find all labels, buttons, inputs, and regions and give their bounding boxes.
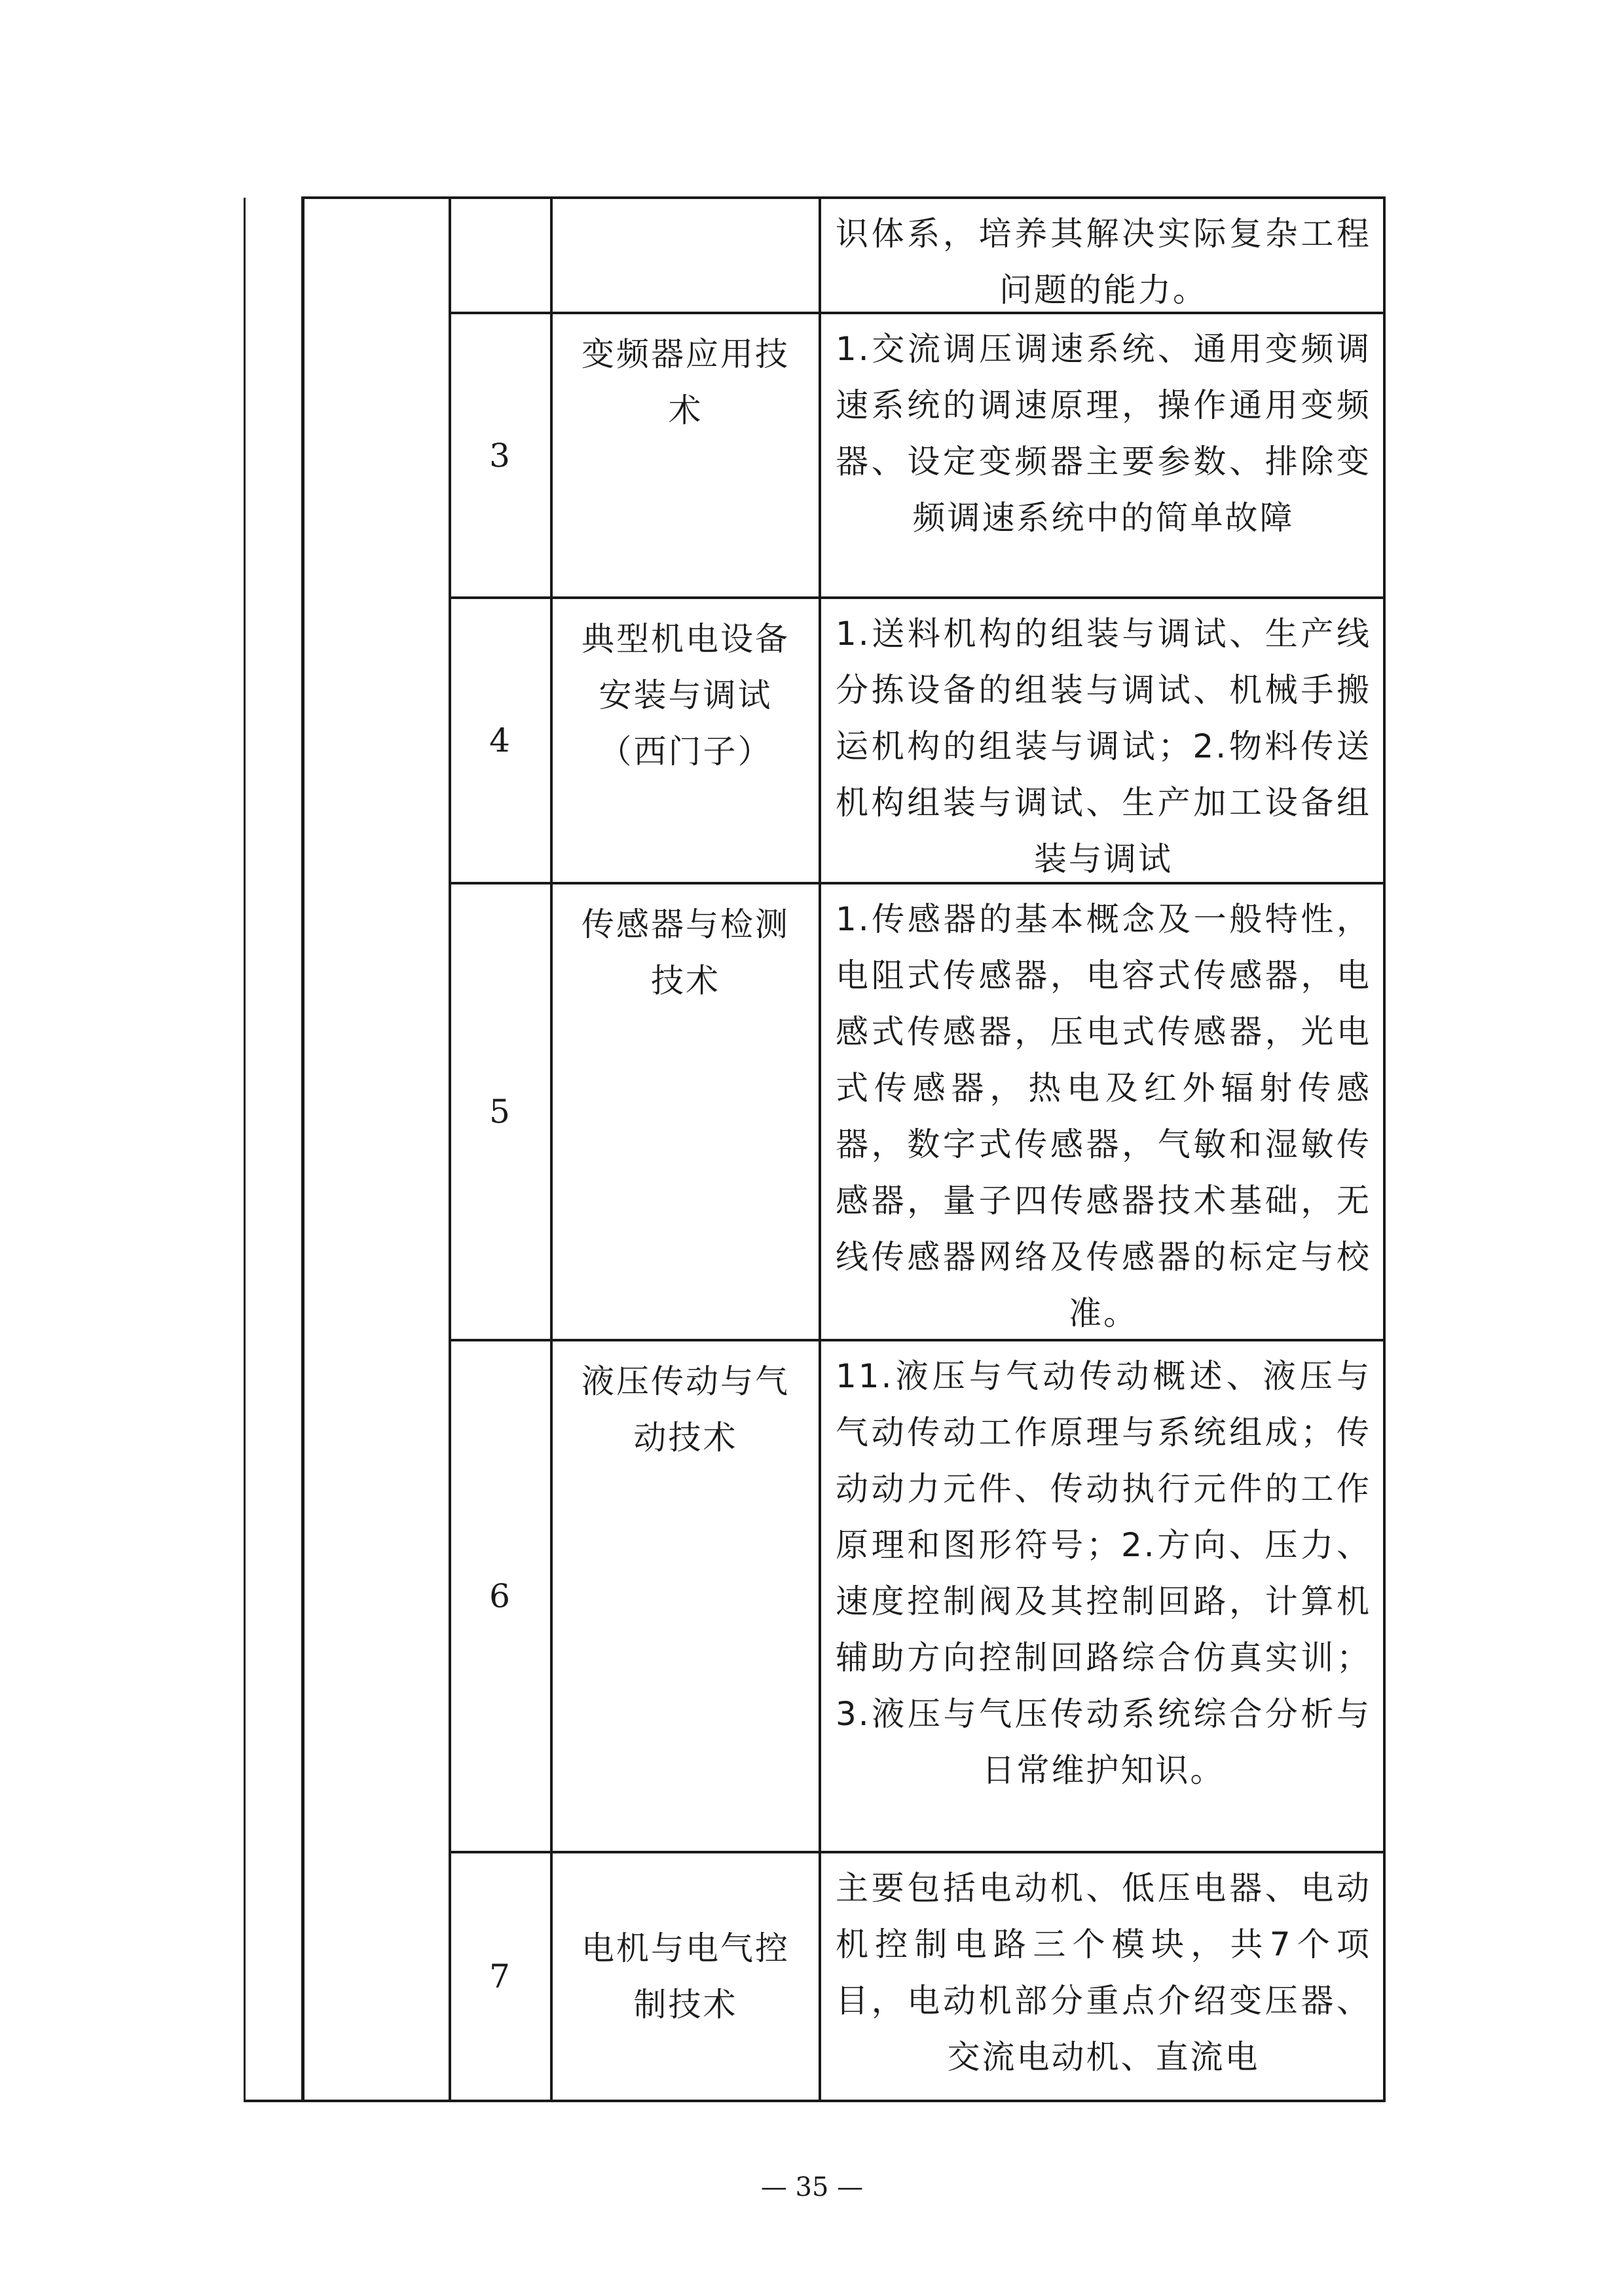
table-bottom-border (244, 2100, 1386, 2102)
row-number-cell: 4 (489, 721, 512, 759)
course-name-cell: 传感器与检测技术 (581, 905, 790, 1000)
row-number-cell: 3 (489, 436, 512, 475)
row-number-cell: 6 (489, 1577, 512, 1615)
course-content-cell: 1.交流调压调速系统、通用变频调速系统的调速原理，操作通用变频器、设定变频器主要参数、排除变频调速系统中的简单故障 (836, 330, 1371, 537)
page-number: — 35 — (760, 2172, 864, 2202)
outer-column-border (301, 198, 304, 2102)
table-left-border (244, 198, 246, 2102)
continuation-cell: 识体系，培养其解决实际复杂工程问题的能力。 (836, 215, 1371, 309)
row-number-cell: 7 (489, 1958, 512, 1995)
course-content-cell: 主要包括电动机、低压电器、电动机控制电路三个模块，共7个项目，电动机部分重点介绍变压器、交流电动机、直流电 (836, 1869, 1371, 2076)
course-name-cell: 典型机电设备安装与调试（西门子） (581, 620, 790, 771)
course-content-cell: 11.液压与气动传动概述、液压与气动传动工作原理与系统组成；传动动力元件、传动执行元件的工作原理和图形符号；2.方向、压力、速度控制阀及其控制回路，计算机辅助方向控制回路综合仿真实训；3.液压与气压传动系统综合分析与日常维护知识。 (836, 1357, 1371, 1789)
course-content-cell: 1.送料机构的组装与调试、生产线分拣设备的组装与调试、机械手搬运机构的组装与调试；2.物料传送机构组装与调试、生产加工设备组装与调试 (836, 615, 1371, 878)
course-name-cell: 电机与电气控制技术 (581, 1929, 790, 2024)
course-name-cell: 液压传动与气动技术 (581, 1362, 790, 1457)
table-right-border (1383, 198, 1386, 2102)
course-name-cell: 变频器应用技术 (581, 335, 790, 429)
course-content-cell: 1.传感器的基本概念及一般特性，电阻式传感器，电容式传感器，电感式传感器，压电式传感器，光电式传感器，热电及红外辐射传感器，数字式传感器，气敏和湿敏传感器，量子四传感器技术基础，无线传感器网络及传感器的标定与校准。 (836, 900, 1371, 1332)
row-number-cell: 5 (489, 1093, 512, 1131)
